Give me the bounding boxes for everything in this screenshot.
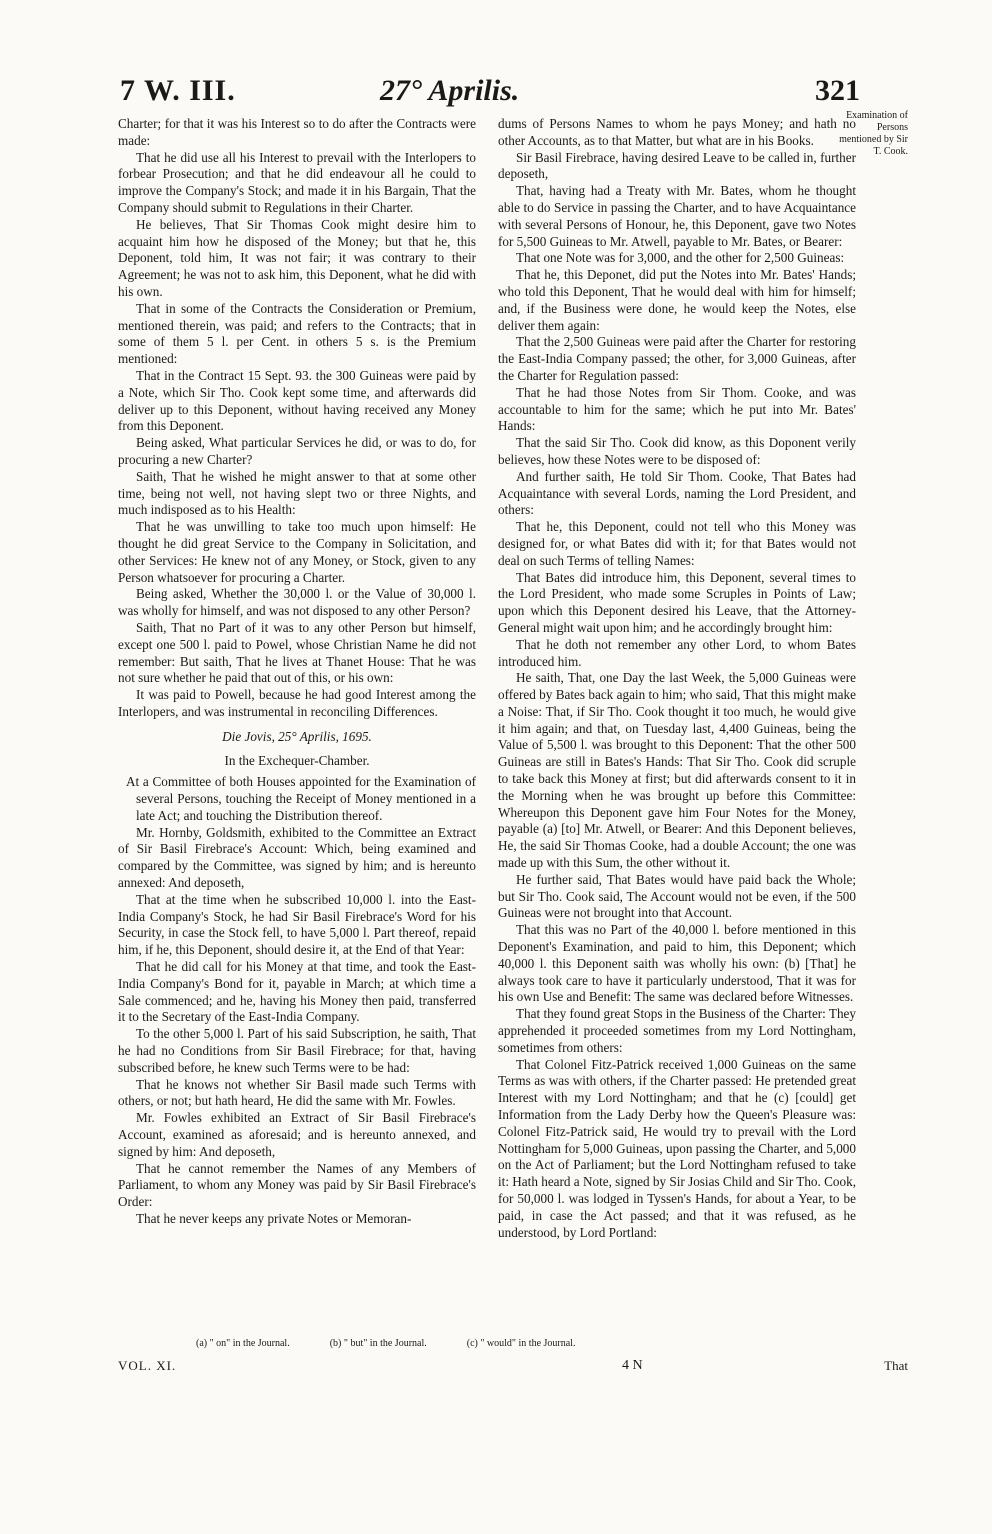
paragraph: That, having had a Treaty with Mr. Bates, whom he thought able to do Service in passing the Charter, and to have Acquaintance with several Persons of Honour, he, this Deponent, gave two Notes for 5,500 Guineas to Mr. Atwell, payable to Mr. Bates, or Bearer:	[498, 183, 856, 249]
paragraph: Mr. Hornby, Goldsmith, exhibited to the Committee an Extract of Sir Basil Firebrace's Account: Which, being examined and compared by the Committee, was signed by him; and is hereunto annexed: And deposeth,	[118, 824, 476, 891]
paragraph: Mr. Fowles exhibited an Extract of Sir Basil Firebrace's Account, examined as aforesaid; and is hereunto annexed, and signed by him: And deposeth,	[118, 1110, 476, 1159]
paragraph: Being asked, Whether the 30,000 l. or the Value of 30,000 l. was wholly for himself, and was not disposed to any other Person?	[118, 586, 476, 619]
paragraph: That he, this Deponet, did put the Notes into Mr. Bates' Hands; who told this Deponent, That he would deal with him for himself; and, if the Business were done, he would keep the Notes, else deliver them again:	[498, 267, 856, 333]
paragraph: He further said, That Bates would have paid back the Whole; but Sir Tho. Cook said, The Account would not be even, if the 500 Guineas were not brought into that Account.	[498, 871, 856, 921]
paragraph: Saith, That he wished he might answer to that at some other time, being not well, not having slept two or three Nights, and much indisposed as to his Health:	[118, 468, 476, 518]
paragraph: Saith, That no Part of it was to any other Person but himself, except one 500 l. paid to Powel, whose Christian Name he did not remember: But saith, That he lives at Thanet House: That he was not sure whether he paid that out of this, or his own:	[118, 619, 476, 686]
paragraph: That in the Contract 15 Sept. 93. the 300 Guineas were paid by a Note, which Sir Tho. Cook kept some time, and afterwards did deliver up to this Deponent, without having received any Money from this Deponent.	[118, 367, 476, 434]
page-date: 27° Aprilis.	[380, 74, 520, 107]
margin-note: Examination of Persons mentioned by Sir T. Cook.	[839, 110, 908, 157]
paragraph: Charter; for that it was his Interest so to do after the Contracts were made:	[118, 116, 476, 148]
footnotes	[196, 1338, 796, 1349]
catchword: That	[884, 1358, 908, 1373]
paragraph: That he doth not remember any other Lord, to whom Bates introduced him.	[498, 636, 856, 669]
footnote: (b) " but" in the Journal.	[329, 1338, 427, 1349]
paragraph: That he cannot remember the Names of any Members of Parliament, to whom any Money was paid by Sir Basil Firebrace's Order:	[118, 1160, 476, 1210]
paragraph: To the other 5,000 l. Part of his said Subscription, he saith, That he had no Conditions from Sir Basil Firebrace; for that, having subscribed before, he knew such Terms were to be had:	[118, 1026, 476, 1075]
paragraph: That in some of the Contracts the Consideration or Premium, mentioned therein, was paid; and refers to the Contracts; that in some of them 5 l. per Cent. in others 5 s. is the Premium mentioned:	[118, 300, 476, 367]
paragraph: And further saith, He told Sir Thom. Cooke, That Bates had Acquaintance with several Lords, naming the Lord President, and others:	[498, 468, 856, 518]
regnal-year: 7 W. III.	[120, 74, 236, 107]
paragraph: That Bates did introduce him, this Deponent, several times to the Lord President, who made some Scruples in Points of Law; upon which this Deponent desired his Leave, that the Attorney-General might wait upon him; and he accordingly brought him:	[498, 569, 856, 635]
paragraph: That the said Sir Tho. Cook did know, as this Doponent verily believes, how these Notes were to be disposed of:	[498, 435, 856, 467]
paragraph: That he knows not whether Sir Basil made such Terms with others, or not; but hath heard, He did the same with Mr. Fowles.	[118, 1076, 476, 1109]
paragraph: Die Jovis, 25° Aprilis, 1695.	[222, 728, 372, 744]
right-column	[498, 116, 856, 1241]
page-header	[120, 68, 860, 120]
footnote: (c) " would" in the Journal.	[466, 1338, 576, 1349]
paragraph: That Colonel Fitz-Patrick received 1,000 Guineas on the same Terms as was with others, if the Charter passed: He pretended great Interest with my Lord Nottingham; and that he (c) [could] get Information from the Lady Derby how the Queen's Pleasure was: Colonel Fitz-Patrick said, He would try to prevail with the Lord Nottingham for 5,000 Guineas, upon passing the Charter, and 5,000 on the Act of Parliament; but the Lord Nottingham refused to take it: Hath heard a Note, signed by Sir Josias Child and Sir Tho. Cook, for 50,000 l. was lodged in Tyssen's Hands, for about a Year, to be paid, in case the Act passed; and that it was refused, as he understood, by Lord Portland:	[498, 1056, 856, 1240]
page-number: 321	[815, 74, 860, 107]
paragraph: That he did call for his Money at that time, and took the East-India Company's Bond for it, payable in March; at which time a Sale commenced; and he, having his Money then paid, transferred it to the Secretary of the East-India Company.	[118, 959, 476, 1025]
paragraph: Sir Basil Firebrace, having desired Leave to be called in, further deposeth,	[498, 149, 856, 182]
paragraph: In the Exchequer-Chamber.	[224, 753, 370, 769]
paragraph: That at the time when he subscribed 10,000 l. into the East-India Company's Stock, he had Sir Basil Firebrace's Word for his Security, in case the Stock fell, to have 5,000 l. Part thereof, repaid him, if he, this Deponent, should desire it, at the End of that Year:	[118, 891, 476, 958]
paragraph: At a Committee of both Houses appointed for the Examination of several Persons, touching the Receipt of Money mentioned in a late Act; and touching the Distribution thereof.	[126, 774, 476, 823]
paragraph: That this was no Part of the 40,000 l. before mentioned in this Deponent's Examination, and paid to him, this Deponent; which 40,000 l. this Deponent saith was wholly his own: (b) [That] he always took care to have it particularly understood, That it was for his own Use and Benefit: The same was declared before Witnesses.	[498, 922, 856, 1005]
paragraph: That he never keeps any private Notes or Memoran-	[136, 1211, 412, 1226]
footnote: (a) " on" in the Journal.	[196, 1338, 290, 1349]
left-column	[118, 116, 476, 1228]
paragraph: That he had those Notes from Sir Thom. Cooke, and was accountable to him for the same; which he put into Mr. Bates' Hands:	[498, 384, 856, 434]
paragraph: He saith, That, one Day the last Week, the 5,000 Guineas were offered by Bates back again to him; who said, That this might make a Noise: That, if Sir Tho. Cook thought it too much, he would give it him again; and that, on Tuesday last, 4,400 Guineas, being the Value of 5,500 l. was brought to this Deponent: That the other 500 Guineas are still in Bates's Hands: That Sir Tho. Cook did scruple to take back this Money at first; but did afterwards consent to it in the Morning when he was brought up before this Committee: Whereupon this Deponent gave him Four Notes for the Money, payable (a) [to] Mr. Atwell, or Bearer: And this Deponent believes, He, the said Sir Thomas Cooke, had a double Account; the one was made up with this Sum, the other without it.	[498, 670, 856, 871]
paragraph: That they found great Stops in the Business of the Charter: They apprehended it proceeded sometimes from my Lord Nottingham, sometimes from others:	[498, 1006, 857, 1055]
volume-label: VOL. XI.	[118, 1358, 177, 1373]
paragraph: That he did use all his Interest to prevail with the Interlopers to forbear Prosecution; and that he did endeavour all he could to improve the Company's Stock; and made it in his Bargain, That the Company should submit to Regulations in their Charter.	[118, 149, 476, 215]
paragraph: That one Note was for 3,000, and the other for 2,500 Guineas:	[516, 250, 845, 266]
paragraph: That he, this Deponent, could not tell who this Money was designed for, or what Bates did with it; for that Bates would not deal on such Terms of telling Names:	[498, 519, 856, 568]
paragraph: dums of Persons Names to whom he pays Money; and hath no other Accounts, as to that Matter, but what are in his Books.	[498, 116, 856, 148]
paragraph: It was paid to Powell, because he had good Interest among the Interlopers, and was instrumental in reconciling Differences.	[118, 687, 476, 719]
paragraph: Being asked, What particular Services he did, or was to do, for procuring a new Charter?	[118, 435, 476, 467]
signature-mark: 4 N	[622, 1358, 643, 1373]
paragraph: That he was unwilling to take too much upon himself: He thought he did great Service to the Company in Solicitation, and other Services: He knew not of any Money, or Stock, given to any Person whatsoever for procuring a Charter.	[118, 519, 476, 585]
paragraph: That the 2,500 Guineas were paid after the Charter for restoring the East-India Company passed; the other, for 3,000 Guineas, after the Charter for Regulation passed:	[498, 334, 856, 383]
page-footer	[118, 1358, 908, 1388]
paragraph: He believes, That Sir Thomas Cook might desire him to acquaint him how he disposed of the Money; but that he, this Deponent, told him, It was not fair; it was contrary to their Agreement; he was not to ask him, this Deponent, what he did with his own.	[118, 216, 476, 299]
